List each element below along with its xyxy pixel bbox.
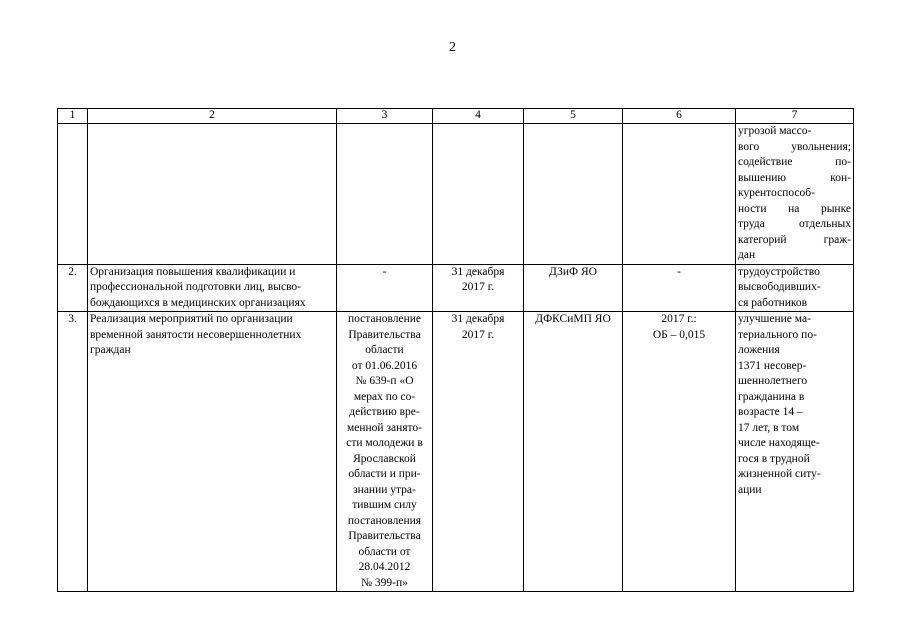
- text-line: ации: [738, 483, 762, 496]
- text-line: вого увольнения;: [738, 140, 851, 153]
- text-line: области: [365, 344, 404, 356]
- table-row-2: [58, 264, 854, 312]
- text-line: № 639-п «О: [355, 375, 414, 387]
- cell-event: [88, 264, 337, 312]
- text-line: содействие по-: [738, 156, 851, 168]
- cell-document: -: [337, 264, 433, 312]
- text-line: трудоустройство: [738, 265, 820, 278]
- text-line: угрозой массо-: [738, 125, 812, 137]
- cell-executor: ДЗиФ ЯО: [524, 264, 623, 312]
- cell-result: [736, 312, 854, 592]
- cell-document: [337, 312, 433, 592]
- header-row: [58, 109, 854, 124]
- text-line: знании утра-: [353, 483, 416, 496]
- text-line: ности на рынке: [738, 202, 851, 215]
- text-line: Ярославской: [353, 452, 416, 465]
- text-line: временной занятости несовершеннолетних: [90, 328, 302, 341]
- text-line: труда отдельных: [738, 218, 851, 230]
- text-line: бождающихся в медицинских организациях: [90, 296, 306, 309]
- text-line: постановления: [347, 514, 422, 527]
- cell-funding: -: [623, 264, 736, 312]
- text-line: 28.04.2012: [358, 561, 411, 573]
- text-line: 1371 несовер-: [738, 359, 807, 372]
- table-row-3: [58, 312, 854, 592]
- text-line: числе находяще-: [738, 437, 820, 449]
- text-line: жизненной ситу-: [738, 468, 821, 480]
- text-line: Правительства: [348, 328, 421, 341]
- text-line: ОБ – 0,015: [652, 328, 706, 341]
- text-line: от 01.06.2016: [351, 359, 418, 372]
- text-line: улучшение ма-: [738, 313, 811, 325]
- text-line: области от: [358, 545, 411, 558]
- text-line: Реализация мероприятий по организации: [90, 313, 293, 325]
- cell-empty: [623, 124, 736, 265]
- text-line: тившим силу: [352, 499, 417, 511]
- text-line: возрасте 14 –: [738, 406, 803, 418]
- text-line: менной занято-: [346, 421, 422, 434]
- header-cell-2: 2: [88, 109, 337, 124]
- cell-empty: [58, 124, 88, 265]
- cell-empty: [524, 124, 623, 265]
- header-cell-4: 4: [433, 109, 524, 124]
- text-line: дан: [738, 249, 756, 261]
- text-line: 31 декабря: [451, 265, 505, 278]
- text-line: Правительства: [348, 530, 421, 542]
- text-line: Организация повышения квалификации и: [90, 265, 296, 278]
- text-line: 2017 г.: [461, 281, 495, 293]
- text-line: действию вре-: [349, 406, 420, 418]
- text-line: шеннолетнего: [738, 375, 808, 387]
- text-line: постановление: [347, 313, 421, 325]
- measures-table: [57, 108, 854, 592]
- text-line: ся работников: [738, 296, 808, 309]
- cell-empty: [88, 124, 337, 265]
- text-line: курентоспособ-: [738, 187, 815, 199]
- cell-empty: [337, 124, 433, 265]
- header-cell-1: 1: [58, 109, 88, 124]
- text-line: вышению кон-: [738, 171, 851, 184]
- text-line: сти молодежи в: [346, 437, 423, 449]
- table-row-continuation: [58, 124, 854, 265]
- text-line: териального по-: [738, 328, 817, 341]
- page-number: 2: [449, 40, 456, 55]
- text-line: № 399-п»: [361, 576, 408, 589]
- cell-event: [88, 312, 337, 592]
- header-cell-5: 5: [524, 109, 623, 124]
- cell-executor: ДФКСиМП ЯО: [524, 312, 623, 592]
- cell-funding: [623, 312, 736, 592]
- cell-result: [736, 264, 854, 312]
- cell-result: [736, 124, 854, 265]
- text-line: 31 декабря: [451, 313, 505, 325]
- text-line: категорий граж-: [738, 233, 851, 246]
- text-line: 17 лет, в том: [738, 421, 800, 434]
- text-line: 2017 г.: [461, 328, 495, 341]
- cell-number: 3.: [58, 312, 88, 592]
- cell-deadline: [433, 312, 524, 592]
- cell-empty: [433, 124, 524, 265]
- header-cell-3: 3: [337, 109, 433, 124]
- cell-deadline: [433, 264, 524, 312]
- text-line: области и при-: [348, 468, 421, 480]
- text-line: 2017 г.:: [661, 313, 697, 325]
- text-line: профессиональной подготовки лиц, высво-: [90, 281, 301, 293]
- text-line: ложения: [738, 344, 780, 356]
- text-line: гражданина в: [738, 390, 805, 403]
- text-line: мерах по со-: [353, 390, 416, 403]
- text-line: гося в трудной: [738, 452, 810, 465]
- header-cell-6: 6: [623, 109, 736, 124]
- header-cell-7: 7: [736, 109, 854, 124]
- text-line: граждан: [90, 344, 131, 356]
- text-line: высвободивших-: [738, 281, 821, 293]
- cell-number: 2.: [58, 264, 88, 312]
